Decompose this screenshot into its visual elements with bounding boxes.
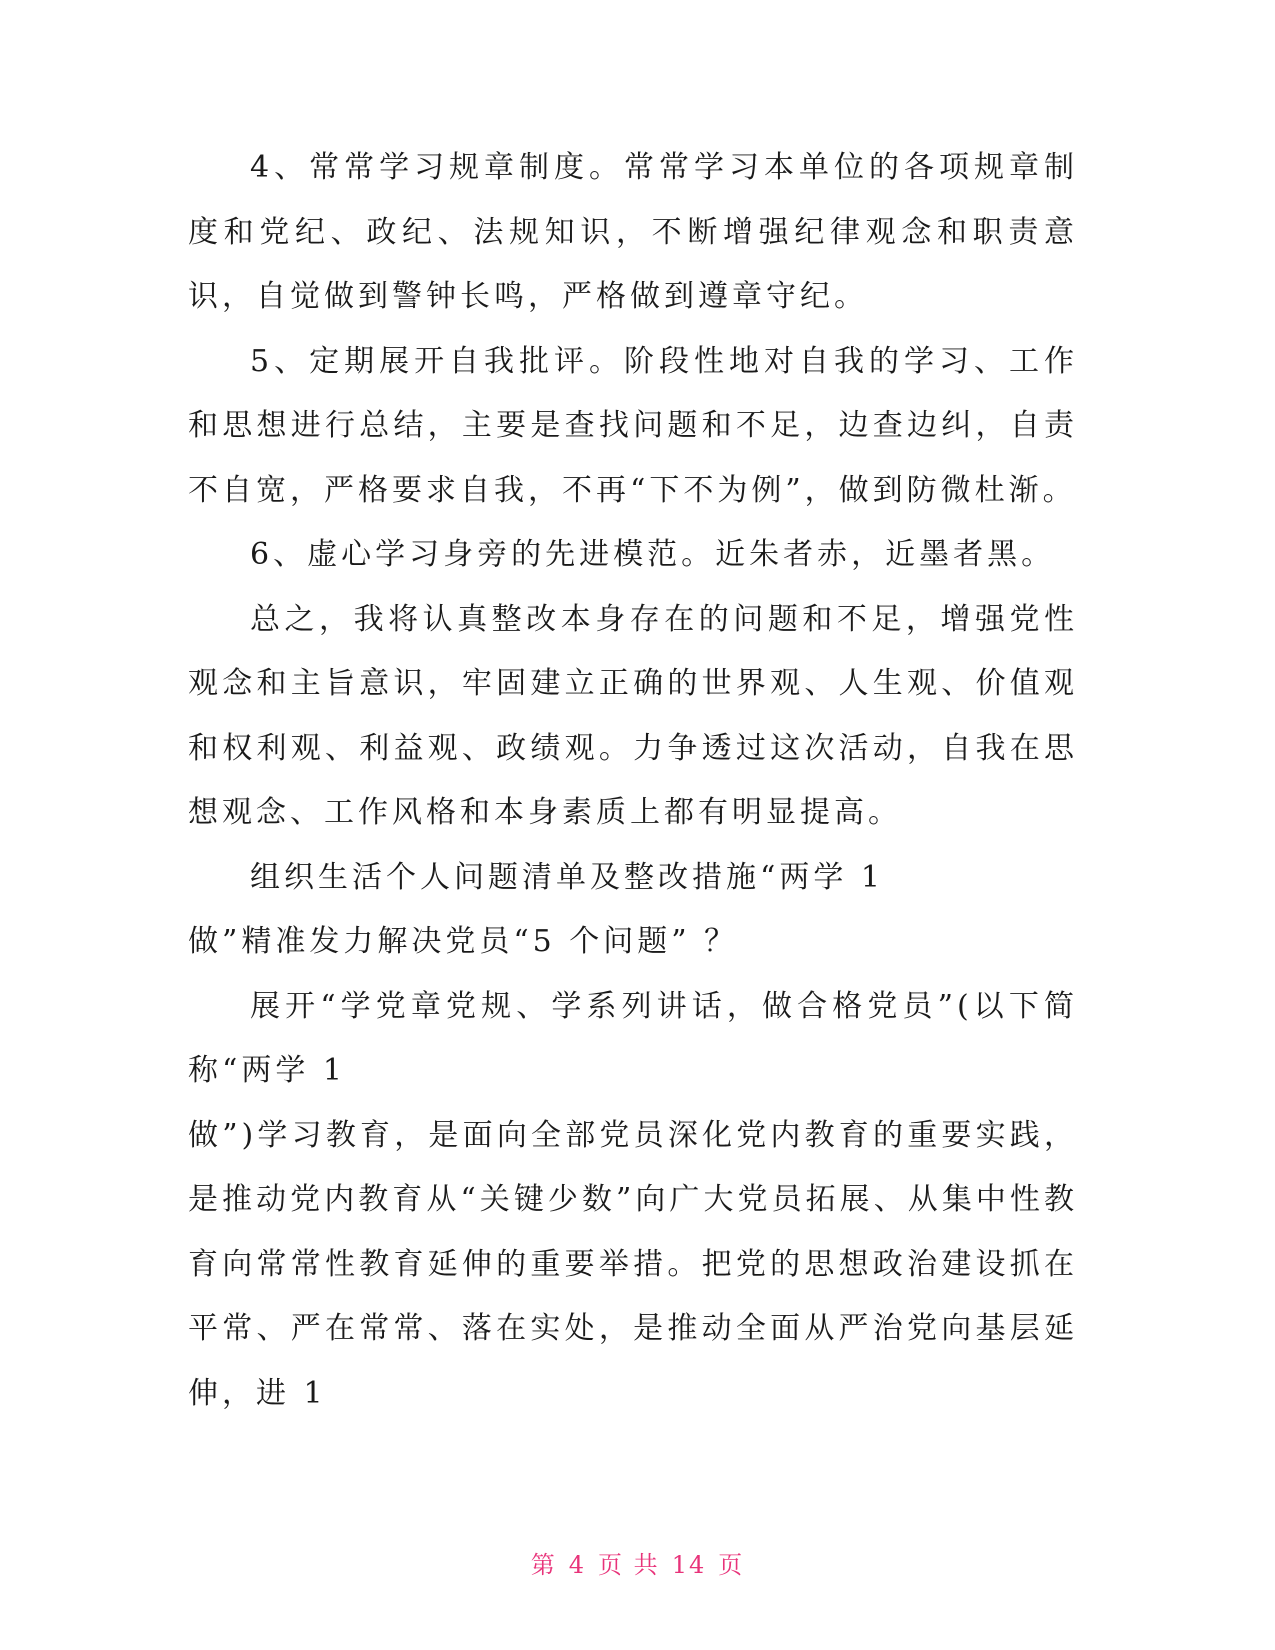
- paragraph-intro-part-2: 做”)学习教育，是面向全部党员深化党内教育的重要实践，是推动党内教育从“关键少数”向广大党员拓展、从集中性教育向常常性教育延伸的重要举措。把党的思想政治建设抓在平常、严在常常、落在实处，是推动全面从严治党向基层延伸，进 1: [188, 1117, 1078, 1411]
- paragraph-summary: 总之，我将认真整改本身存在的问题和不足，增强党性观念和主旨意识，牢固建立正确的世界观、人生观、价值观和权利观、利益观、政绩观。力争透过这次活动，自我在思想观念、工作风格和本身素质上都有明显提高。: [188, 601, 1078, 830]
- section-heading-line-1: 组织生活个人问题清单及整改措施“两学 1: [250, 859, 884, 895]
- footer-mid: 页 共: [598, 1551, 660, 1579]
- footer-total-pages: 14: [671, 1551, 707, 1579]
- document-body: [188, 136, 1078, 1426]
- paragraph-intro-part-1: 展开“学党章党规、学系列讲话，做合格党员”(以下简称“两学 1: [188, 988, 1078, 1088]
- paragraph-learn-models: 6、虚心学习身旁的先进模范。近朱者赤，近墨者黑。: [250, 537, 1056, 572]
- page-footer: [0, 1545, 1275, 1580]
- footer-current-page: 4: [568, 1551, 587, 1579]
- paragraph-rule-study: 4、常常学习规章制度。常常学习本单位的各项规章制度和党纪、政纪、法规知识，不断增强纪律观念和职责意识，自觉做到警钟长鸣，严格做到遵章守纪。: [188, 150, 1078, 314]
- paragraph-self-criticism: 5、定期展开自我批评。阶段性地对自我的学习、工作和思想进行总结，主要是查找问题和不足，边查边纠，自责不自宽，严格要求自我，不再“下不为例”，做到防微杜渐。: [188, 343, 1078, 508]
- section-heading-line-2: 做”精准发力解决党员“5 个问题” ？: [188, 924, 739, 959]
- footer-suffix: 页: [718, 1551, 745, 1579]
- footer-prefix: 第: [530, 1551, 557, 1579]
